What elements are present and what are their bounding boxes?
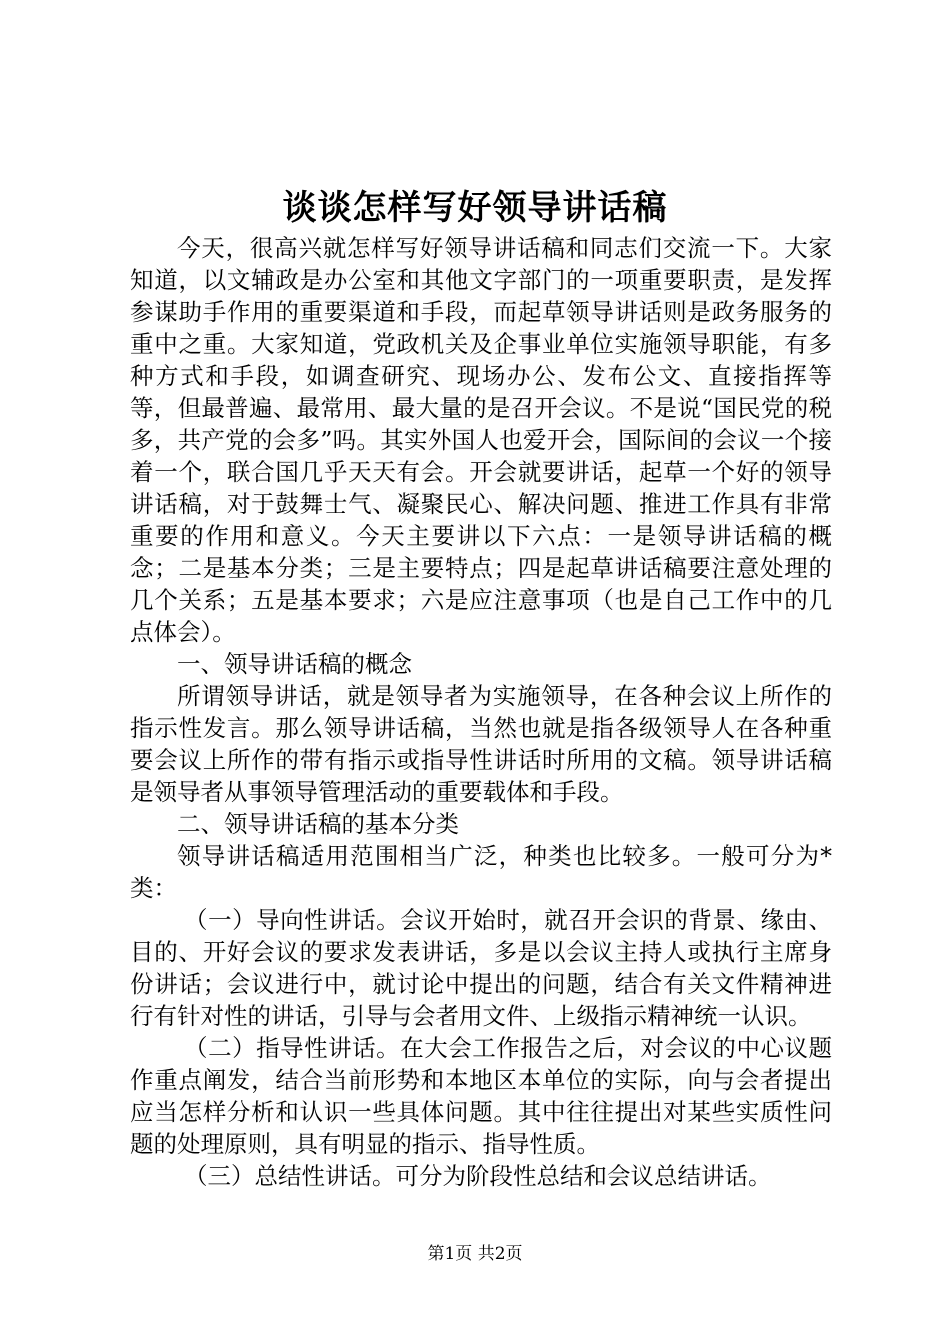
- subsection-summary-speech: （三）总结性讲话。可分为阶段性总结和会议总结讲话。: [184, 1162, 772, 1190]
- intro-paragraph: 今天，很高兴就怎样写好领导讲话稿和同志们交流一下。大家知道，以文辅政是办公室和其他文字部门的一项重要职责，是发挥参谋助手作用的重要渠道和手段，而起草领导讲话则是政务服务的重中之重。大家知道，党政机关及企事业单位实施领导职能，有多种方式和手段，如调查研究、现场办公、发布公文、直接指挥等等，但最普遍、最常用、最大量的是召开会议。不是说“国民党的税多，共产党的会多”吗。其实外国人也爱开会，国际间的会议一个接着一个，联合国几乎天天有会。开会就要讲话，起草一个好的领导讲话稿，对于鼓舞士气、凝聚民心、解决问题、推进工作具有非常重要的作用和意义。今天主要讲以下六点：一是领导讲话稿的概念；二是基本分类；三是主要特点；四是起草讲话稿要注意处理的几个关系；五是基本要求；六是应注意事项（也是自己工作中的几点体会）。: [130, 234, 832, 646]
- classification-intro-paragraph: 领导讲话稿适用范围相当广泛，种类也比较多。一般可分为*类：: [130, 842, 832, 902]
- document-title: 谈谈怎样写好领导讲话稿: [282, 188, 668, 228]
- section-heading-concept: 一、领导讲话稿的概念: [177, 650, 412, 678]
- document-body: [130, 232, 832, 1192]
- subsection-guiding-speech: （一）导向性讲话。会议开始时，就召开会识的背景、缘由、目的、开好会议的要求发表讲话，多是以会议主持人或执行主席身份讲话；会议进行中，就讨论中提出的问题，结合有关文件精神进行有针对性的讲话，引导与会者用文件、上级指示精神统一认识。: [130, 906, 832, 1030]
- page-number-footer: 第1页 共2页: [427, 1244, 523, 1264]
- section-heading-classification: 二、领导讲话稿的基本分类: [177, 810, 459, 838]
- subsection-directive-speech: （二）指导性讲话。在大会工作报告之后，对会议的中心议题作重点阐发，结合当前形势和本地区本单位的实际，向与会者提出应当怎样分析和认识一些具体问题。其中往往提出对某些实质性问题的处理原则，具有明显的指示、指导性质。: [130, 1034, 832, 1158]
- concept-paragraph: 所谓领导讲话，就是领导者为实施领导，在各种会议上所作的指示性发言。那么领导讲话稿，当然也就是指各级领导人在各种重要会议上所作的带有指示或指导性讲话时所用的文稿。领导讲话稿是领导者从事领导管理活动的重要载体和手段。: [130, 682, 832, 806]
